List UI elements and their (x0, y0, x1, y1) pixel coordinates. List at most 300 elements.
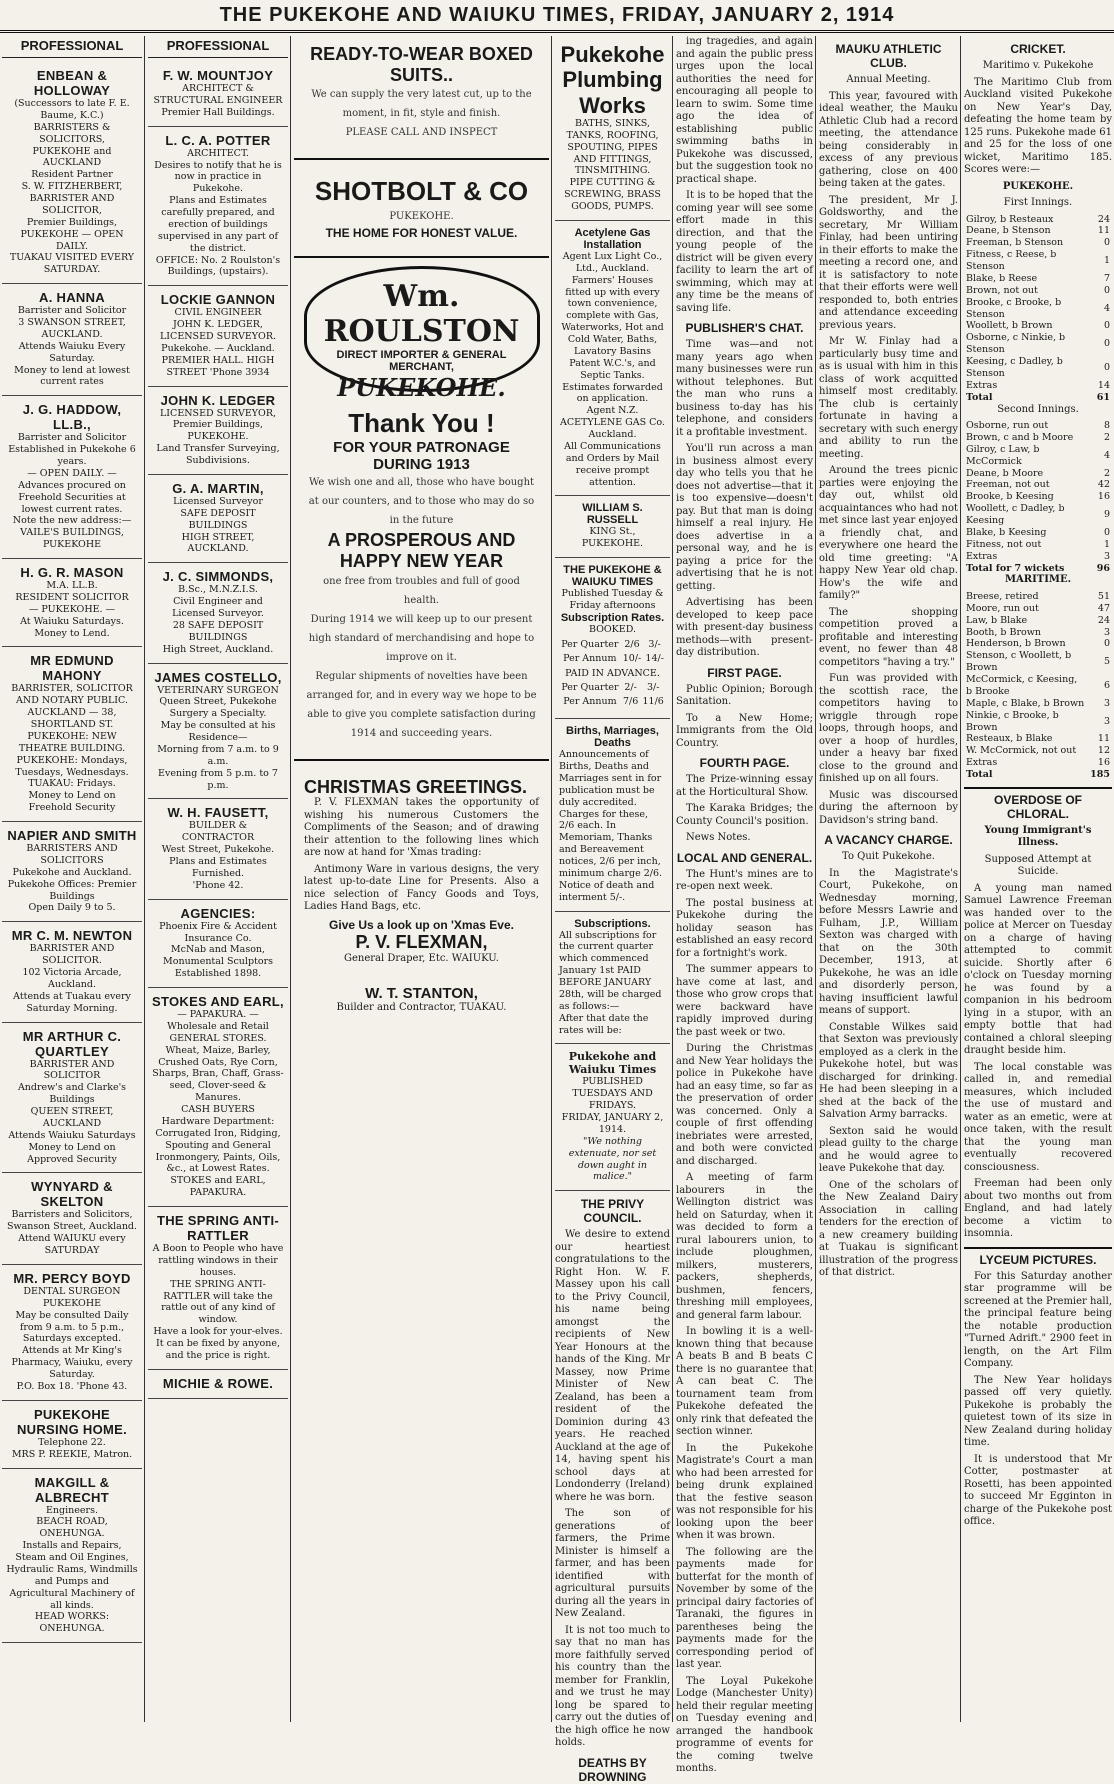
logo-tagline: DIRECT IMPORTER & GENERAL MERCHANT, (336, 349, 507, 374)
batsman: Maple, c Blake, b Brown (966, 697, 1085, 709)
cricket-title: CRICKET. (1010, 42, 1066, 56)
card-line: — PAPAKURA. — (177, 1009, 259, 1020)
card-line: Money to Lend on Freehold Security (28, 790, 116, 814)
stanton-ad (294, 977, 549, 1027)
score-row (964, 733, 1112, 745)
score-row (964, 237, 1112, 249)
runs: 0 (1103, 284, 1110, 296)
card-list (148, 62, 288, 1399)
runs: 6 (1103, 679, 1110, 691)
births-notice (555, 719, 670, 911)
card-line: West Street, Pukekohe. (161, 844, 275, 856)
plumbing-line: PIPE CUTTING & SCREWING, BRASS GOODS, PUMPS. (564, 177, 661, 213)
batsman: Osborne, c Ninkie, b Stenson (966, 332, 1066, 356)
batsman: Freeman, not out (966, 479, 1050, 491)
masthead (0, 0, 1114, 33)
score-row (964, 603, 1112, 615)
card-line: Andrew's and Clarke's Buildings (17, 1082, 127, 1106)
rates-cell: 3/- (646, 682, 660, 694)
card-line: BARRISTERS AND SOLICITORS (26, 843, 118, 866)
card-line: Phoenix Fire & Accident Insurance Co. (159, 920, 277, 944)
times-info (555, 558, 670, 719)
rates-cell: 2/6 (624, 638, 640, 650)
card-line: Note the new address:— (12, 515, 132, 527)
article-paragraph: This year, favoured with ideal weather, the Mauku Athletic Club had a record meeting, the attendance being considerably in excess of any previous gathering, close on 400 being taken at the gates. (819, 90, 958, 189)
card-name: ENBEAN & HOLLOWAY (33, 68, 111, 98)
score-row (964, 479, 1112, 491)
card-line: PUKEKOHE — OPEN DAILY. (20, 228, 124, 252)
card-line: SAFE DEPOSIT BUILDINGS (180, 507, 256, 531)
card-line: Plans and Estimates carefully prepared, and erection of buildings supervised in any part of the district. (158, 195, 278, 254)
card-list (2, 62, 142, 1643)
article-paragraph: Public Opinion; Borough Sanitation. (676, 683, 813, 707)
acetylene-line: Estimates forwarded on application. (562, 381, 663, 405)
professional-card (2, 822, 142, 922)
batsman: Law, b Blake (966, 614, 1028, 626)
runs: 47 (1097, 602, 1110, 614)
card-line: PUKEKOHE (42, 1297, 102, 1309)
thank-you-text-4: Regular shipments of novelties have been arranged for, and in every way we hope to be able to give you complete satisfaction during 1914 and succeeding years. (306, 670, 537, 739)
thank-you-wish: A PROSPEROUS AND HAPPY NEW YEAR (327, 530, 516, 572)
score-row (964, 297, 1112, 321)
batsman: Keesing, c Dadley, b Stenson (966, 356, 1063, 379)
card-line: PUKEKOHE and AUCKLAND (32, 145, 112, 169)
article-paragraph: The local constable was called in, and remedial measures, which included the use of mustard and water as an emetic, were at once taken, with the result that the young man eventually recovered consciousness. (964, 1061, 1112, 1173)
christmas-ad (294, 769, 549, 977)
card-line: Pukekohe and Auckland. (12, 866, 132, 878)
card-line: Surgery a Specialty. (169, 708, 267, 720)
births-text: Announcements of Births, Deaths and Marriages sent in for publication must be duly accredited. Charges for these, 2/6 each. In Memoriam, Thanks and Bereavement notices, 2/6 per inch, minimum charge 2/6. Notice of death and interment 5/-. (559, 749, 663, 903)
score-row (964, 432, 1112, 444)
card-line: QUEEN STREET, AUCKLAND (30, 1106, 114, 1129)
card-line: 28 SAFE DEPOSIT BUILDINGS (172, 619, 264, 643)
article-paragraph: The son of generations of farmers, the Prime Minister is himself a farmer, and has been identified with agricultural pursuits during all the years in New Zealand. (555, 1508, 670, 1620)
card-name: MAKGILL & ALBRECHT (34, 1474, 110, 1505)
shotbolt-title: SHOTBOLT & CO (314, 176, 529, 207)
card-line: BARRISTER AND SOLICITOR. (29, 943, 115, 967)
column-rule (960, 36, 961, 1722)
booked-label: BOOKED. (588, 623, 637, 635)
suits-cta: PLEASE CALL AND INSPECT (345, 127, 498, 139)
total-label: Total (966, 769, 993, 780)
rates-cell: 10/- (622, 652, 642, 664)
advertisement-column (294, 36, 549, 1722)
vacancy-title: A VACANCY CHARGE. (824, 833, 953, 847)
runs: 0 (1103, 638, 1110, 650)
card-line: May be consulted Daily from 9 a.m. to 5 p.m., Saturdays excepted. (15, 1309, 129, 1345)
batsman: Osborne, run out (966, 420, 1049, 431)
card-line: Barrister and Solicitor (17, 305, 127, 317)
card-line: ARCHITECT. (187, 147, 249, 159)
card-line: Wholesale and Retail (167, 1020, 269, 1032)
card-name: THE SPRING ANTI-RATTLER (156, 1213, 280, 1243)
batsman: Blake, b Reese (966, 272, 1038, 284)
card-line: At Waiuku Saturdays. (20, 615, 124, 627)
runs: 0 (1103, 361, 1110, 373)
batsman: Fitness, not out (966, 538, 1042, 550)
card-line: PUKEKOHE: NEW THEATRE BUILDING. (18, 730, 126, 754)
rates-cell: Per Annum (563, 696, 617, 708)
batsman: W. McCormick, not out (966, 745, 1077, 757)
runs: 24 (1097, 614, 1110, 626)
professional-column-2 (148, 36, 288, 1722)
acetylene-line: Farmers' Houses fitted up with every town convenience, complete with Gas, Waterworks, Hot and Cold Water, Baths, Lavatory Basins Patent W.C.'s, and Septic Tanks. (561, 274, 664, 381)
thank-you-ad (294, 400, 549, 750)
acetylene-line: All Communications and Orders by Mail receive prompt attention. (564, 440, 661, 488)
card-line: Morning from 7 a.m. to 9 a.m. (157, 743, 279, 767)
chloral-sub-2: Supposed Attempt at Suicide. (984, 853, 1092, 878)
plumbing-ad (555, 36, 670, 221)
card-line: Barrister and Solicitor (17, 432, 127, 444)
card-name: MR ARTHUR C. QUARTLEY (22, 1028, 122, 1059)
paper-masthead (555, 1044, 670, 1191)
card-line: Installs and Repairs, Steam and Oil Engines, Hydraulic Rams, Windmills and Pumps and Agricultural Machinery of all kinds. (6, 1540, 138, 1611)
card-line: McNab and Mason, Monumental Sculptors (163, 944, 273, 968)
professional-card (2, 396, 142, 559)
card-line: STOKES and EARL, PAPAKURA. (170, 1175, 266, 1199)
score-row (964, 491, 1112, 503)
card-line: Licensed Surveyor (173, 495, 263, 507)
runs: 0 (1103, 320, 1110, 332)
card-line: OFFICE: No. 2 Roulston's Buildings, (upstairs). (155, 254, 281, 278)
runs: 5 (1103, 656, 1110, 668)
card-line: Premier Hall Buildings. (161, 106, 275, 118)
card-line: Pukekohe Offices: Premier Buildings (7, 878, 137, 902)
batsman: Ninkie, c Brooke, b Brown (966, 709, 1059, 733)
logo-name: Wm. ROULSTON (323, 279, 520, 350)
card-name: WYNYARD & SKELTON (31, 1179, 113, 1210)
card-line: Money to Lend on Approved Security (27, 1141, 117, 1165)
paid-label: PAID IN ADVANCE. (565, 667, 660, 679)
card-line: Established 1898. (174, 968, 262, 980)
flexman-sub: General Draper, Etc. WAIUKU. (344, 952, 499, 964)
card-line: 3 SWANSON STREET, AUCKLAND. (18, 317, 126, 340)
runs: 4 (1103, 449, 1110, 461)
card-line: Established in Pukekohe 6 years. (8, 444, 136, 467)
card-line: BARRISTER, SOLICITOR AND NOTARY PUBLIC. (11, 683, 133, 707)
russell-name: WILLIAM S. RUSSELL (582, 502, 643, 527)
card-name: W. H. FAUSETT, (167, 805, 269, 821)
score-row (964, 527, 1112, 539)
card-line: Attend WAIUKU every SATURDAY (18, 1233, 126, 1256)
vacancy-sub: To Quit Pukekohe. (842, 851, 935, 862)
card-name: PUKEKOHE NURSING HOME. (16, 1406, 128, 1437)
card-line: Resident Partner (31, 169, 113, 181)
card-line: 102 Victoria Arcade, Auckland. (22, 967, 122, 990)
article-paragraph: Freeman had been only about two months out from England, and had lately become a victim to insomnia. (964, 1178, 1112, 1240)
news-heading: PUBLISHER'S CHAT. (685, 321, 804, 335)
score-row (964, 503, 1112, 527)
score-row (964, 615, 1112, 627)
article-paragraph: To a New Home; Immigrants from the Old Country. (676, 712, 813, 749)
card-line: B.Sc., M.N.Z.I.S. (178, 584, 258, 596)
score-row (964, 650, 1112, 674)
card-name: MR. PERCY BOYD (13, 1270, 131, 1286)
card-name: MR EDMUND MAHONY (30, 653, 114, 684)
mauku-title: MAUKU ATHLETIC CLUB. (835, 42, 942, 70)
cricket-intro: The Maritimo Club from Auckland visited Pukekohe on New Year's Day, defeating the home team by 125 runs. Pukekohe made 61 and 25 for the loss of one wicket, Maritimo 185. Scores were:— (964, 76, 1112, 175)
professional-card (2, 559, 142, 647)
batsman: Woollett, b Brown (966, 320, 1053, 332)
card-line: BARRISTER AND SOLICITOR (29, 1058, 115, 1082)
card-line: Open Daily 9 to 5. (28, 902, 116, 914)
score-row (964, 627, 1112, 639)
thank-you-text: We wish one and all, those who have bought at our counters, and to those who may do so in the future (308, 477, 535, 527)
card-line: PUKEKOHE. (187, 431, 249, 443)
article-paragraph: During the Christmas and New Year holidays the police in Pukekohe have had an easy time, so far as the preservation of order was concerned. Only a couple of first offending inebriates were arrested, and both were convicted and discharged. (676, 1043, 813, 1167)
card-line: Desires to notify that he is now in practice in Pukekohe. (154, 159, 282, 195)
score-row (964, 225, 1112, 237)
runs: 8 (1103, 420, 1110, 431)
card-name: G. A. MARTIN, (172, 480, 264, 496)
card-line: Advances procured on Freehold Securities at lowest current rates. (18, 479, 126, 515)
thank-you-text-2: one free from troubles and full of good health. (323, 575, 520, 606)
professional-card (148, 1370, 288, 1399)
batsman: Moore, run out (966, 602, 1039, 614)
card-line: VAILE'S BUILDINGS, PUKEKOHE (20, 527, 124, 551)
batsman: Brown, not out (966, 284, 1038, 296)
card-name: H. G. R. MASON (20, 565, 124, 580)
article-paragraph: The following are the payments made for butterfat for the month of November by some of the principal dairy factories of Taranaki, the figures in parentheses being the payments made for the corresponding period of last year. (676, 1546, 813, 1670)
acetylene-line: Agent Lux Light Co., Ltd., Auckland. (562, 250, 663, 274)
card-line: Attends at Tuakau every Saturday Morning. (13, 990, 131, 1014)
rates-table (559, 681, 666, 709)
card-line: BARRISTER AND SOLICITOR, (29, 193, 115, 216)
article-paragraph: The postal business at Pukekohe during the holiday season has established an easy record for a fortnight's work. (676, 897, 813, 959)
shotbolt-ad (294, 168, 549, 248)
card-line: S. W. FITZHERBERT, (21, 181, 123, 193)
score-row (964, 674, 1112, 698)
times-title: THE PUKEKOHE & WAIUKU TIMES (563, 564, 662, 589)
runs: 1 (1103, 255, 1110, 267)
card-name: JAMES COSTELLO, (154, 669, 282, 685)
chloral-sub: Young Immigrant's Illness. (984, 824, 1092, 849)
card-line: Engineers. (46, 1504, 98, 1516)
lyceum-title: LYCEUM PICTURES. (964, 1247, 1112, 1267)
card-name: AGENCIES: (180, 905, 256, 921)
divider (294, 759, 549, 761)
total-label: Total (966, 391, 993, 403)
times-sub: Published Tuesday & Friday afternoons (561, 588, 664, 612)
card-line: RESIDENT SOLICITOR (15, 591, 129, 603)
score-total-row (964, 563, 1112, 575)
article-paragraph: The summer appears to have come at last, and those who grow crops that were backward have rapidly improved during the past week or two. (676, 964, 813, 1038)
christmas-text: P. V. FLEXMAN takes the opportunity of wishing his numerous Customers the Compliments of the Season; and of drawing their attention to the following lines which are now at hand for 'Xmas trading: (304, 797, 539, 859)
thank-you-subtitle: FOR YOUR PATRONAGE DURING 1913 (333, 439, 510, 474)
card-line: BEACH ROAD, ONEHUNGA. (36, 1516, 108, 1540)
newspaper-title: THE PUKEKOHE AND WAIUKU TIMES, FRIDAY, JANUARY 2, 1914 (219, 4, 895, 26)
card-line: MRS P. REEKIE, Matron. (11, 1448, 133, 1460)
christmas-text-2: Antimony Ware in various designs, the very latest up-to-date Line for Presents. Also a nice selection of Fancy Goods and Toys, Ladies Hand Bags, etc. (304, 863, 539, 913)
card-line: AUCKLAND — 38, SHORTLAND ST. (27, 707, 117, 730)
professional-card (2, 922, 142, 1022)
rates-cell: Per Quarter (561, 638, 619, 650)
professional-card (148, 127, 288, 287)
score-row (964, 638, 1112, 650)
batsman: Breese, retired (966, 590, 1039, 602)
news-heading: LOCAL AND GENERAL. (676, 850, 813, 865)
runs: 11 (1097, 733, 1110, 745)
shotbolt-tagline: THE HOME FOR HONEST VALUE. (325, 226, 518, 241)
article-paragraph: Advertising has been developed to keep pace with present-day business methods—with present-day distribution. (676, 597, 813, 658)
paper-sub: PUBLISHED TUESDAYS AND FRIDAYS. (572, 1076, 653, 1112)
score-row (964, 698, 1112, 710)
professional-card (2, 1023, 142, 1174)
professional-card (148, 62, 288, 127)
card-line: ARCHITECT & STRUCTURAL ENGINEER (153, 83, 283, 106)
score-row (964, 356, 1112, 380)
card-line: Premier Buildings, (172, 419, 264, 431)
batsman: Deane, b Moore (966, 467, 1044, 479)
card-line: High Street, Auckland. (162, 643, 274, 655)
rates-row (559, 652, 666, 666)
score-row (964, 320, 1112, 332)
card-line: Money to lend at lowest current rates (14, 364, 130, 388)
card-line: Corrugated Iron, Ridging, Spouting and General Ironmongery, Paints, Oils, &c., at Lowest Rates. (155, 1127, 281, 1175)
score-row (964, 420, 1112, 432)
card-name: STOKES AND EARL, (152, 994, 284, 1009)
card-line: BARRISTERS & SOLICITORS, (33, 121, 111, 145)
batsman: Gilroy, b Resteaux (966, 213, 1054, 225)
professional-card (148, 900, 288, 988)
runs: 2 (1103, 467, 1110, 479)
article-paragraph: Mr W. Finlay had a particularly busy time and as is usual with him in this class of work acquitted himself most creditably. The club is certainly fortunate in having a secretary with such energy and ability to run the meeting. (819, 336, 958, 460)
card-name: J. C. SIMMONDS, (162, 569, 274, 585)
article-paragraph: The president, Mr J. Goldsworthy, and the secretary, Mr William Finlay, had been untiring in their efforts to make the meeting a record one, and it is satisfactory to note that their efforts were well responded to, both entries and attendance exceeding previous years. (819, 194, 958, 331)
card-line: — PUKEKOHE. — (28, 603, 116, 615)
professional-card (148, 664, 288, 800)
thank-you-text-3: During 1914 we will keep up to our present high standard of merchandising and hope to improve on it. (308, 613, 535, 663)
card-line: P.O. Box 18. 'Phone 43. (16, 1380, 128, 1392)
batsman: Brooke, b Keesing (966, 491, 1054, 503)
professional-card (2, 1173, 142, 1265)
card-name: J. G. HADDOW, LL.B., (22, 402, 122, 433)
card-line: Swanson Street, Auckland. (6, 1221, 138, 1233)
rates-cell: 3/- (648, 638, 661, 650)
section-heading: PROFESSIONAL (148, 36, 288, 58)
article-paragraph: Time was—and not many years ago when many businesses were run without telephones. But the man who runs a business to-day has his telephone, and considers it a profitable investment. (676, 339, 813, 438)
deaths-title: DEATHS BY DROWNING (578, 1755, 647, 1784)
card-line: Premier Buildings, (26, 216, 118, 228)
runs: 42 (1097, 479, 1110, 491)
rates-cell: 7/6 (622, 696, 639, 708)
russell-sub: KING St., PUKEKOHE. (581, 526, 644, 550)
column-rule (144, 36, 145, 1722)
article-paragraph: You'll run across a man in business almost every day who tells you that he does not advertise—that it is too expensive—doesn't pay. But that man is doing himself a real injury. He does advertise in a personal way, and he is paying a price for the advertising that he is not getting. (676, 443, 813, 592)
runs: 12 (1097, 745, 1110, 757)
card-line: A Boon to People who have rattling windows in their houses. (152, 1243, 284, 1278)
card-line: HEAD WORKS: ONEHUNGA. (34, 1611, 110, 1635)
runs: 3 (1103, 626, 1110, 638)
scorecard (964, 591, 1112, 781)
batsman: Extras (966, 757, 998, 769)
batsman: Extras (966, 379, 998, 391)
score-row (964, 273, 1112, 285)
card-line: Hardware Department: (161, 1115, 275, 1127)
article-paragraph: The Prize-winning essay at the Horticultural Show. (676, 774, 813, 798)
batsman: Blake, b Keesing (966, 526, 1047, 538)
card-line: Queen Street, Pukekohe (159, 696, 277, 708)
card-line: Money to Lend. (34, 627, 110, 639)
runs: 7 (1103, 272, 1110, 284)
card-line: Attends Waiuku Every Saturday. (18, 340, 126, 364)
article-paragraph: The Karaka Bridges; the County Council's position. (676, 803, 813, 827)
suits-text: We can supply the very latest cut, up to the moment, in fit, style and finish. (311, 89, 532, 120)
score-row (964, 214, 1112, 226)
card-line: VETERINARY SURGEON (157, 684, 279, 696)
runs: 16 (1097, 491, 1110, 503)
thank-you-title: Thank You ! (348, 408, 495, 439)
runs: 24 (1097, 213, 1110, 225)
score-row (964, 757, 1112, 769)
card-line: M.A. LL.B. (46, 580, 98, 591)
card-line: Attends Waiuku Saturdays (8, 1129, 136, 1141)
article-paragraph: Music was discoursed during the afternoon by Davidson's string band. (819, 789, 958, 826)
card-line: May be consulted at his Residence— (160, 720, 276, 743)
divider (294, 158, 549, 160)
article-paragraph: It is to be hoped that the coming year will see some effort made in this direction, and that the young people of the district will be given every facility to learn the art of swimming, which may at any time be the means of saving life. (676, 190, 813, 314)
card-line: BUILDER & CONTRACTOR (181, 820, 255, 844)
professional-card (148, 475, 288, 563)
cricket-column (964, 36, 1112, 1722)
batsman: Henderson, b Brown (966, 638, 1066, 650)
score-total-row (964, 392, 1112, 404)
total-runs: 61 (1096, 391, 1110, 403)
runs: 1 (1103, 538, 1110, 550)
professional-card (2, 284, 142, 396)
article-paragraph: It is not too much to say that no man has more faithfully served his country than the member for Franklin, and we trust he may long be spared to carry out the duties of the high office he now holds. (555, 1624, 670, 1749)
acetylene-title: Acetylene Gas Installation (574, 226, 651, 251)
card-name: MR C. M. NEWTON (11, 928, 133, 944)
card-line: PUKEKOHE: Mondays, Tuesdays, Wednesdays. (15, 754, 129, 778)
batsman: Brooke, c Brooke, b Stenson (966, 296, 1062, 320)
article-paragraph: We desire to extend our heartiest congratulations to the Right Hon. W. F. Massey upon his call to the Privy Council, his name being amongst the recipients of New Year Honours at the hands of the King. Mr Massey, now Prime Minister of New Zealand, has been a resident of the Dominion during 43 years. He reached Auckland at the age of 14, having spent his school days at Londonderry (Ireland) where he was born. (555, 1229, 670, 1503)
article-paragraph: The shopping competition proved a profitable and interesting event, no fewer than 48 competitors "having a try." (819, 606, 958, 668)
score-row (964, 710, 1112, 734)
athletic-column (819, 36, 958, 1722)
professional-card (2, 1265, 142, 1401)
card-name: A. HANNA (39, 290, 105, 306)
rates-cell: 14/- (645, 652, 664, 664)
subscriptions-title: Subscriptions. (574, 917, 651, 930)
chloral-title: OVERDOSE OF CHLORAL. (964, 787, 1112, 821)
roulston-logo (304, 266, 540, 403)
article-paragraph: A meeting of farm labourers in the Wellington district was held on Saturday, when it was decided to form a rural labourers union, to include ploughmen, milkers, musterers, packers, shepherds, bushmen, fencers, threshing mill employees, and general farm labour. (676, 1172, 813, 1321)
rates-row (559, 681, 666, 695)
batsman: Extras (966, 550, 998, 562)
rates-cell: Per Quarter (561, 682, 619, 694)
card-line: HIGH STREET, AUCKLAND. (181, 531, 255, 555)
article-paragraph: In the Pukekohe Magistrate's Court a man who had been arrested for being drunk explained that the festive season was not responsible for his looking upon the beer when it was brown. (676, 1442, 813, 1541)
acetylene-ad (555, 221, 670, 497)
card-line: GENERAL STORES. (169, 1032, 267, 1044)
runs: 51 (1097, 590, 1110, 602)
total-runs: 96 (1096, 562, 1110, 574)
runs: 3 (1103, 550, 1110, 562)
article-paragraph: ing tragedies, and again and again the public press urges upon the local authorities the need for encouraging all people to learn to swim. Some time ago the idea of establishing public swimming baths in Pukekohe was discussed, but the suggestion took no practical shape. (676, 36, 813, 185)
score-total-row (964, 769, 1112, 781)
column-rule (290, 36, 291, 1722)
runs: 0 (1103, 237, 1110, 249)
card-line: Plans and Estimates Furnished. (169, 856, 267, 879)
paper-date: FRIDAY, JANUARY 2, 1914. (561, 1112, 664, 1135)
card-name: F. W. MOUNTJOY (162, 68, 274, 83)
paper-motto: "We nothing extenuate, nor set down aught in malice." (568, 1135, 657, 1183)
rates-cell: 2/- (624, 682, 637, 694)
births-title: Births, Marriages, Deaths (566, 725, 659, 750)
card-name: MICHIE & ROWE. (162, 1375, 274, 1391)
article-paragraph: It is understood that Mr Cotter, postmaster at Rosetti, has been appointed to succeed Mr Egginton in charge of the Pukekohe post office. (964, 1453, 1112, 1528)
